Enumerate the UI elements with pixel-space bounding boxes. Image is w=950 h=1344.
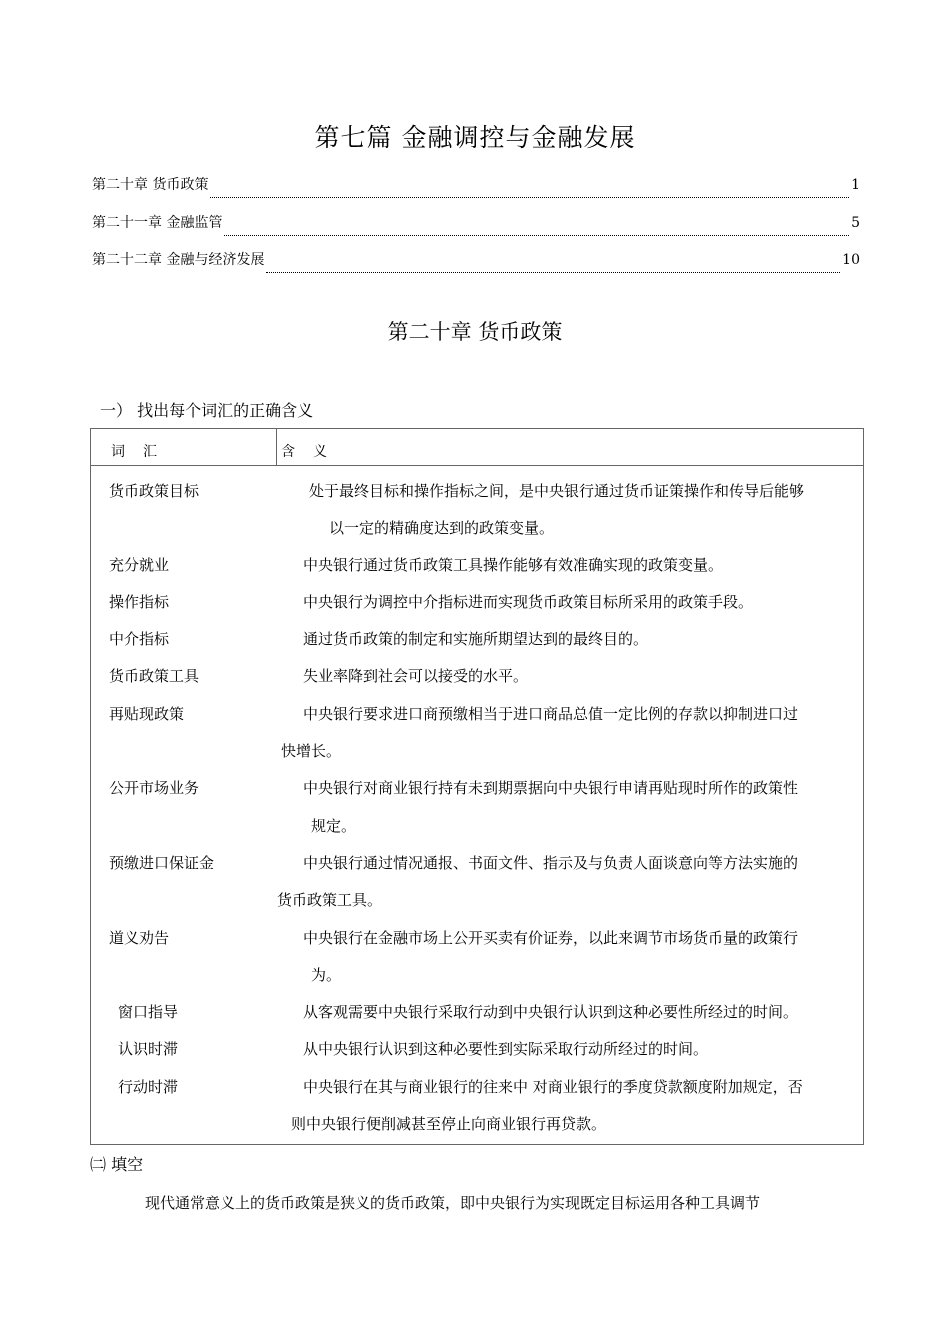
- table-term: 公开市场业务: [109, 779, 200, 797]
- table-definition-cont: 货币政策工具。: [277, 891, 383, 909]
- table-definition: 中央银行在金融市场上公开买卖有价证券，以此来调节市场货币量的政策行: [303, 929, 799, 947]
- table-definition-cont: 以一定的精确度达到的政策变量。: [329, 519, 555, 537]
- toc-entry[interactable]: [92, 174, 860, 212]
- table-definition: 通过货币政策的制定和实施所期望达到的最终目的。: [303, 630, 649, 648]
- table-definition: 从中央银行认识到这种必要性到实际采取行动所经过的时间。: [303, 1040, 709, 1058]
- header-divider: [276, 429, 277, 466]
- table-term: 货币政策工具: [109, 667, 200, 685]
- table-term: 认识时滞: [118, 1040, 179, 1058]
- table-term: 窗口指导: [118, 1003, 179, 1021]
- toc-entry[interactable]: [92, 249, 860, 287]
- table-term: 充分就业: [109, 556, 170, 574]
- toc-leader-dots: [224, 225, 849, 236]
- table-definition: 处于最终目标和操作指标之间，是中央银行通过货币证策操作和传导后能够: [309, 482, 805, 500]
- chapter-title: 第二十章 货币政策: [387, 320, 563, 344]
- vocabulary-table: [90, 428, 864, 1145]
- table-term: 再贴现政策: [109, 705, 185, 723]
- toc-entry-page: 1: [851, 177, 860, 193]
- toc-entry-label: 第二十一章 金融监管: [92, 214, 223, 231]
- table-term: 行动时滞: [118, 1078, 179, 1096]
- table-of-contents: [92, 174, 860, 287]
- toc-leader-dots: [266, 262, 840, 273]
- table-term: 中介指标: [109, 630, 170, 648]
- table-definition: 失业率降到社会可以接受的水平。: [303, 667, 529, 685]
- toc-entry-label: 第二十章 货币政策: [92, 177, 209, 193]
- toc-leader-dots: [210, 187, 849, 198]
- table-definition-cont: 快增长。: [281, 742, 342, 760]
- table-definition-cont: 规定。: [311, 817, 357, 835]
- table-definition: 中央银行对商业银行持有未到期票据向中央银行申请再贴现时所作的政策性: [303, 779, 799, 797]
- part-title: 第七篇 金融调控与金融发展: [314, 123, 636, 152]
- table-definition: 中央银行为调控中介指标进而实现货币政策目标所采用的政策手段。: [303, 593, 754, 611]
- table-definition: 中央银行在其与商业银行的往来中 对商业银行的季度贷款额度附加规定，否: [303, 1078, 803, 1096]
- header-term: 词汇: [111, 444, 175, 460]
- table-definition-cont: 则中央银行便削减甚至停止向商业银行再贷款。: [291, 1115, 607, 1133]
- table-header: [91, 429, 863, 466]
- table-term: 操作指标: [109, 593, 170, 611]
- table-term: 货币政策目标: [109, 482, 200, 500]
- table-definition: 中央银行要求进口商预缴相当于进口商品总值一定比例的存款以抑制进口过: [303, 705, 799, 723]
- table-definition: 中央银行通过情况通报、书面文件、指示及与负责人面谈意向等方法实施的: [303, 854, 799, 872]
- table-definition: 从客观需要中央银行采取行动到中央银行认识到这种必要性所经过的时间。: [303, 1003, 799, 1021]
- toc-entry-page: 10: [842, 252, 860, 268]
- table-definition-cont: 为。: [311, 966, 342, 984]
- header-meaning: 含义: [281, 444, 345, 460]
- table-definition: 中央银行通过货币政策工具操作能够有效准确实现的政策变量。: [303, 556, 724, 574]
- toc-entry[interactable]: [92, 212, 860, 250]
- fill-blank-heading: ㈡ 填空: [90, 1155, 144, 1174]
- section-heading: 一） 找出每个词汇的正确含义: [100, 401, 314, 420]
- table-term: 预缴进口保证金: [109, 854, 215, 872]
- table-term: 道义劝告: [109, 929, 170, 947]
- toc-entry-label: 第二十二章 金融与经济发展: [92, 252, 265, 268]
- toc-entry-page: 5: [851, 214, 860, 231]
- fill-blank-paragraph: 现代通常意义上的货币政策是狭义的货币政策，即中央银行为实现既定目标运用各种工具调节: [145, 1194, 761, 1212]
